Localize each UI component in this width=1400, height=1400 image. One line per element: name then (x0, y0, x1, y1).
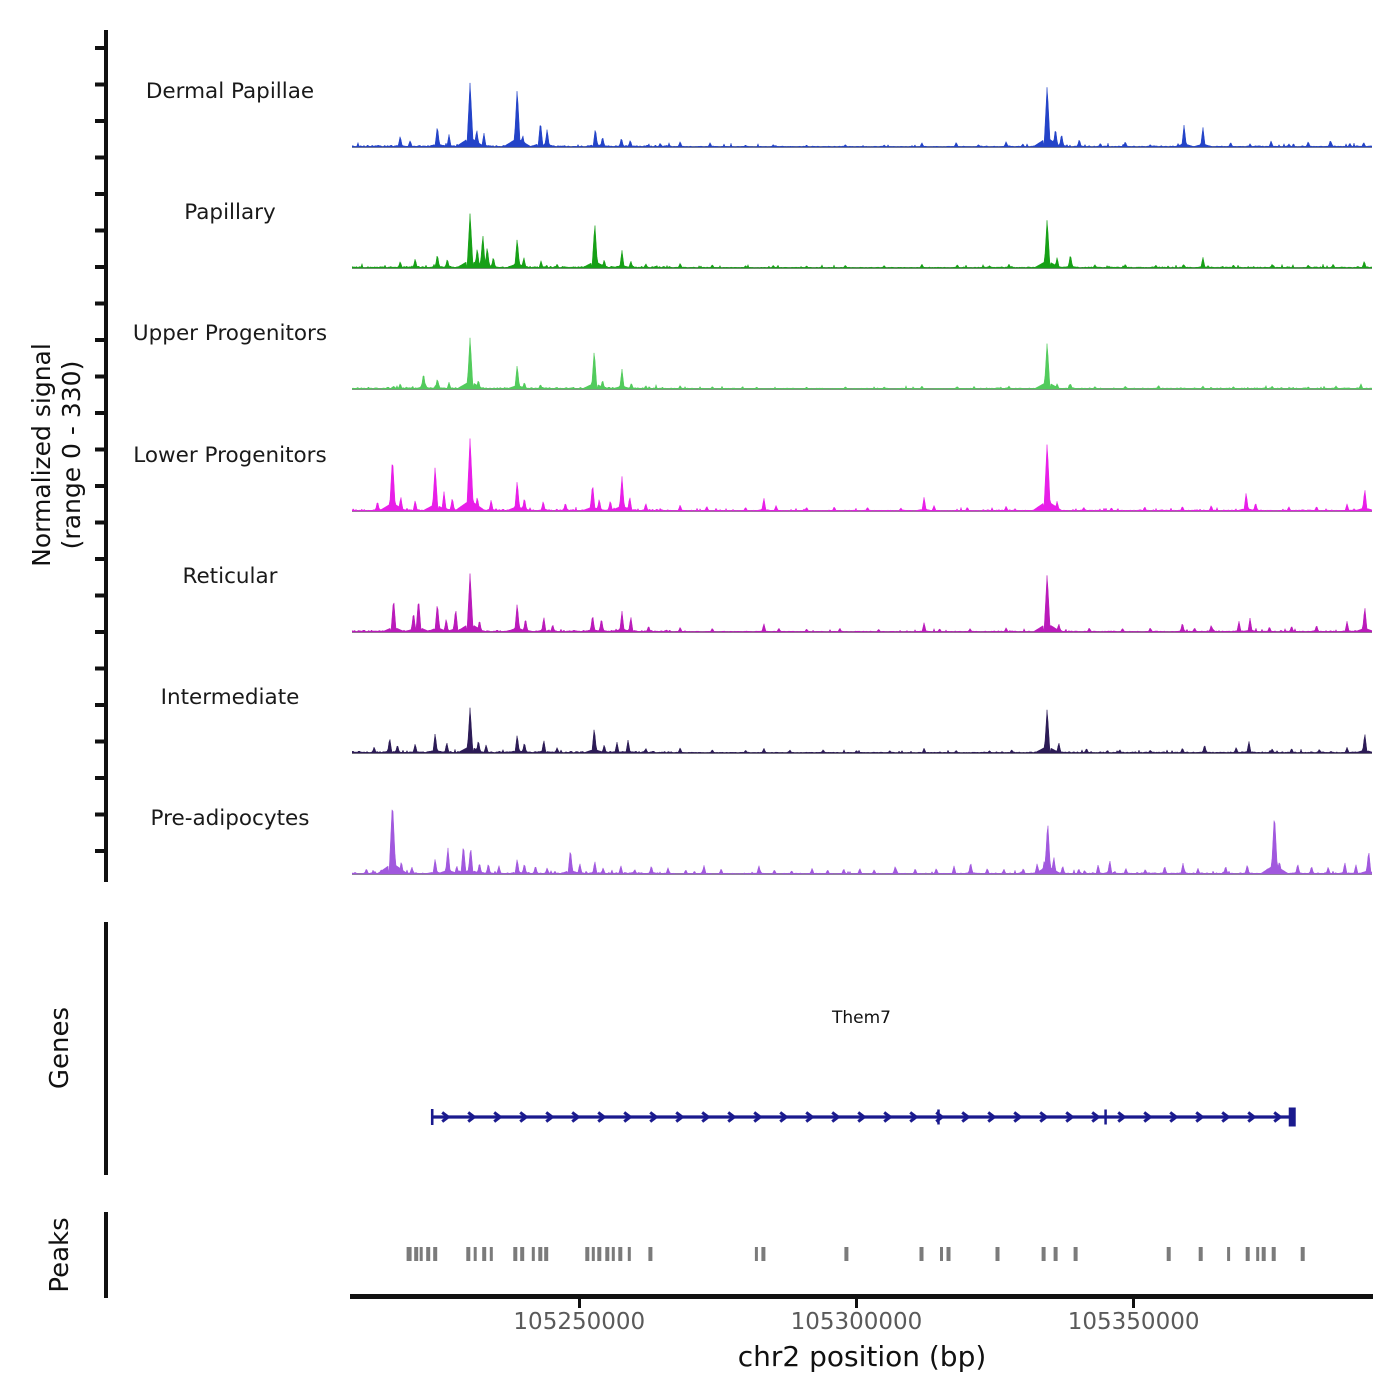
gene-model-svg (352, 1098, 1372, 1138)
peak-interval (513, 1247, 517, 1261)
peak-interval (1199, 1247, 1203, 1261)
peak-interval (605, 1247, 609, 1261)
peaks-section-label: Peaks (45, 1217, 75, 1293)
gene-name-label: Them7 (831, 1008, 891, 1028)
signal-track-upper-progenitors (352, 307, 1372, 391)
peak-interval (532, 1247, 535, 1261)
peak-interval (940, 1247, 943, 1261)
peak-interval (1256, 1247, 1259, 1261)
peak-interval (618, 1247, 622, 1261)
peak-interval (592, 1247, 595, 1261)
peak-interval (996, 1247, 1000, 1261)
peak-interval (1054, 1247, 1058, 1261)
signal-track-reticular (352, 550, 1372, 634)
signal-track-lower-progenitors (352, 429, 1372, 513)
peak-interval (520, 1247, 524, 1261)
track-label-reticular: Reticular (182, 563, 278, 589)
signal-track-papillary (352, 186, 1372, 270)
peak-interval (420, 1247, 423, 1261)
peak-interval (628, 1247, 631, 1261)
peaks-axis-spine (104, 1212, 108, 1298)
x-axis-title: chr2 position (bp) (737, 1340, 987, 1373)
peak-interval (1262, 1247, 1266, 1261)
x-axis-tick (578, 1299, 581, 1308)
peak-interval (433, 1247, 437, 1261)
x-axis-tick-label: 105300000 (790, 1309, 923, 1335)
peak-intervals-svg (352, 1246, 1372, 1264)
peak-interval (544, 1247, 548, 1261)
signal-area (352, 810, 1372, 874)
y-axis-label (27, 295, 87, 615)
peak-interval (474, 1247, 477, 1261)
peak-interval (1074, 1247, 1078, 1261)
track-label-papillary: Papillary (184, 200, 276, 226)
peak-interval (407, 1247, 412, 1261)
signal-axis-ticks (95, 46, 104, 870)
gene-end-exon-block (1289, 1108, 1296, 1127)
peak-interval (414, 1247, 418, 1261)
peak-interval (1167, 1247, 1171, 1261)
signal-area (352, 438, 1372, 511)
x-axis-tick (855, 1299, 858, 1308)
peak-interval (920, 1247, 924, 1261)
peak-interval (1272, 1247, 1276, 1261)
track-label-pre-adipocytes: Pre-adipocytes (150, 806, 310, 832)
x-axis-tick-label: 105350000 (1067, 1309, 1200, 1335)
genes-section-label: Genes (45, 1006, 75, 1090)
signal-area (352, 83, 1372, 147)
track-label-intermediate: Intermediate (160, 684, 300, 710)
signal-track-intermediate (352, 671, 1372, 755)
signal-track-pre-adipocytes (352, 792, 1372, 876)
peak-interval (597, 1247, 601, 1261)
peak-interval (482, 1247, 486, 1261)
peak-interval (755, 1247, 758, 1261)
signal-area (352, 573, 1372, 632)
peak-interval (1042, 1247, 1046, 1261)
peak-interval (490, 1247, 493, 1261)
x-axis-tick-label: 105250000 (513, 1309, 646, 1335)
genes-axis-spine (104, 922, 108, 1175)
signal-track-dermal-papillae (352, 65, 1372, 149)
y-axis-label-line2: (range 0 - 330) (57, 360, 86, 550)
peak-interval (612, 1247, 615, 1261)
peak-interval (947, 1247, 951, 1261)
peak-interval (1301, 1247, 1305, 1261)
peak-interval (585, 1247, 589, 1261)
signal-area (352, 214, 1372, 268)
signal-area (352, 708, 1372, 753)
track-label-lower-progenitors: Lower Progenitors (133, 442, 327, 468)
x-axis-line (350, 1294, 1373, 1299)
peak-interval (844, 1247, 848, 1261)
peak-interval (1246, 1247, 1250, 1261)
y-axis-label-line1: Normalized signal (27, 343, 56, 567)
track-label-dermal-papillae: Dermal Papillae (145, 79, 315, 104)
peak-interval (466, 1247, 470, 1261)
peak-interval (1227, 1247, 1230, 1261)
signal-axis-spine (104, 30, 108, 882)
signal-area (352, 338, 1372, 389)
peak-interval (761, 1247, 765, 1261)
x-axis-tick (1132, 1299, 1135, 1308)
peak-interval (538, 1247, 542, 1261)
peak-interval (648, 1247, 652, 1261)
track-label-upper-progenitors: Upper Progenitors (132, 321, 328, 347)
peak-interval (426, 1247, 430, 1261)
